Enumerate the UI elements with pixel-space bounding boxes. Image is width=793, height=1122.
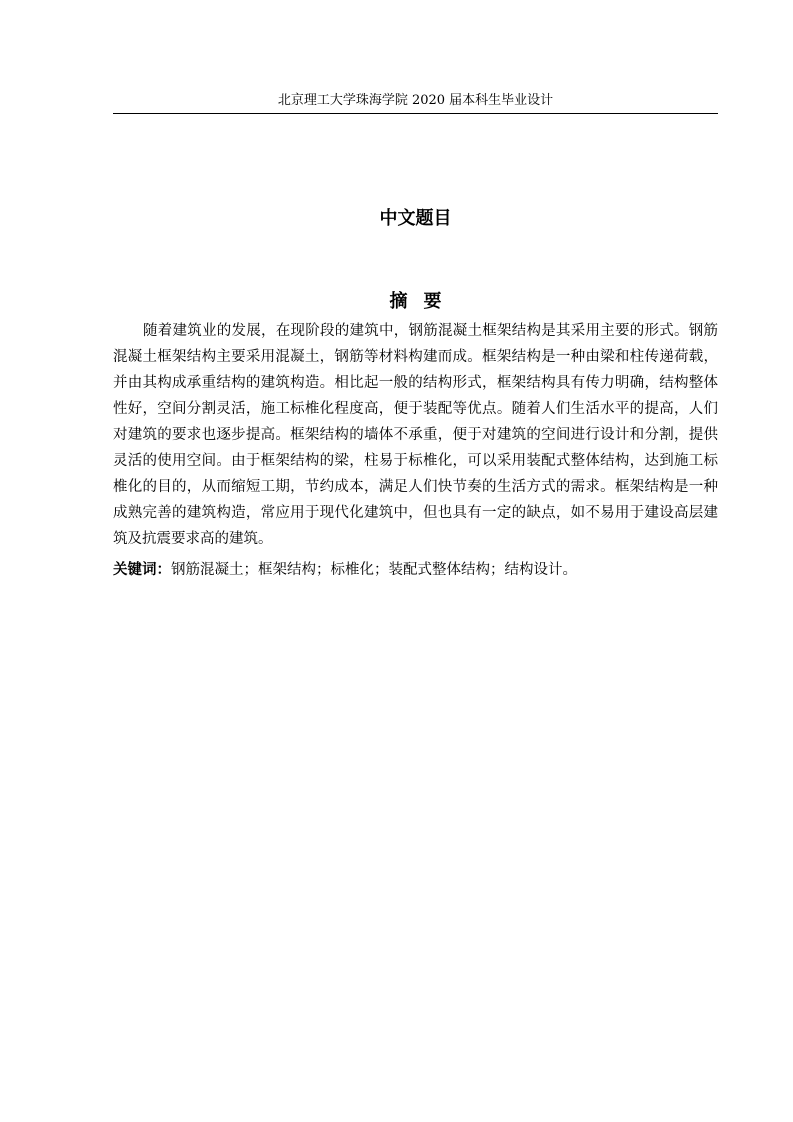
page-title: 中文题目 xyxy=(379,208,452,229)
keywords-line xyxy=(113,557,718,583)
keywords-label: 关键词： xyxy=(113,562,171,578)
keywords-text: 钢筋混凝土；框架结构；标椎化；装配式整体结构；结构设计。 xyxy=(171,562,577,578)
header-rule xyxy=(113,113,718,114)
abstract-heading: 摘要 xyxy=(389,291,458,312)
running-header: 北京理工大学珠海学院 2020 届本科生毕业设计 xyxy=(277,93,554,108)
abstract-body: 随着建筑业的发展，在现阶段的建筑中，钢筋混凝土框架结构是其采用主要的形式。钢筋混凝土框架结构主要采用混凝土，钢筋等材料构建而成。框架结构是一种由梁和柱传递荷载，并由其构成承重结构的建筑构造。相比起一般的结构形式，框架结构具有传力明确，结构整体性好，空间分割灵活，施工标椎化程度高，便于装配等优点。随着人们生活水平的提高，人们对建筑的要求也逐步提高。框架结构的墙体不承重，便于对建筑的空间进行设计和分割，提供灵活的使用空间。由于框架结构的梁，柱易于标椎化，可以采用装配式整体结构，达到施工标椎化的目的，从而缩短工期，节约成本，满足人们快节奏的生活方式的需求。框架结构是一种成熟完善的建筑构造，常应用于现代化建筑中，但也具有一定的缺点，如不易用于建设高层建筑及抗震要求高的建筑。 xyxy=(113,323,718,547)
